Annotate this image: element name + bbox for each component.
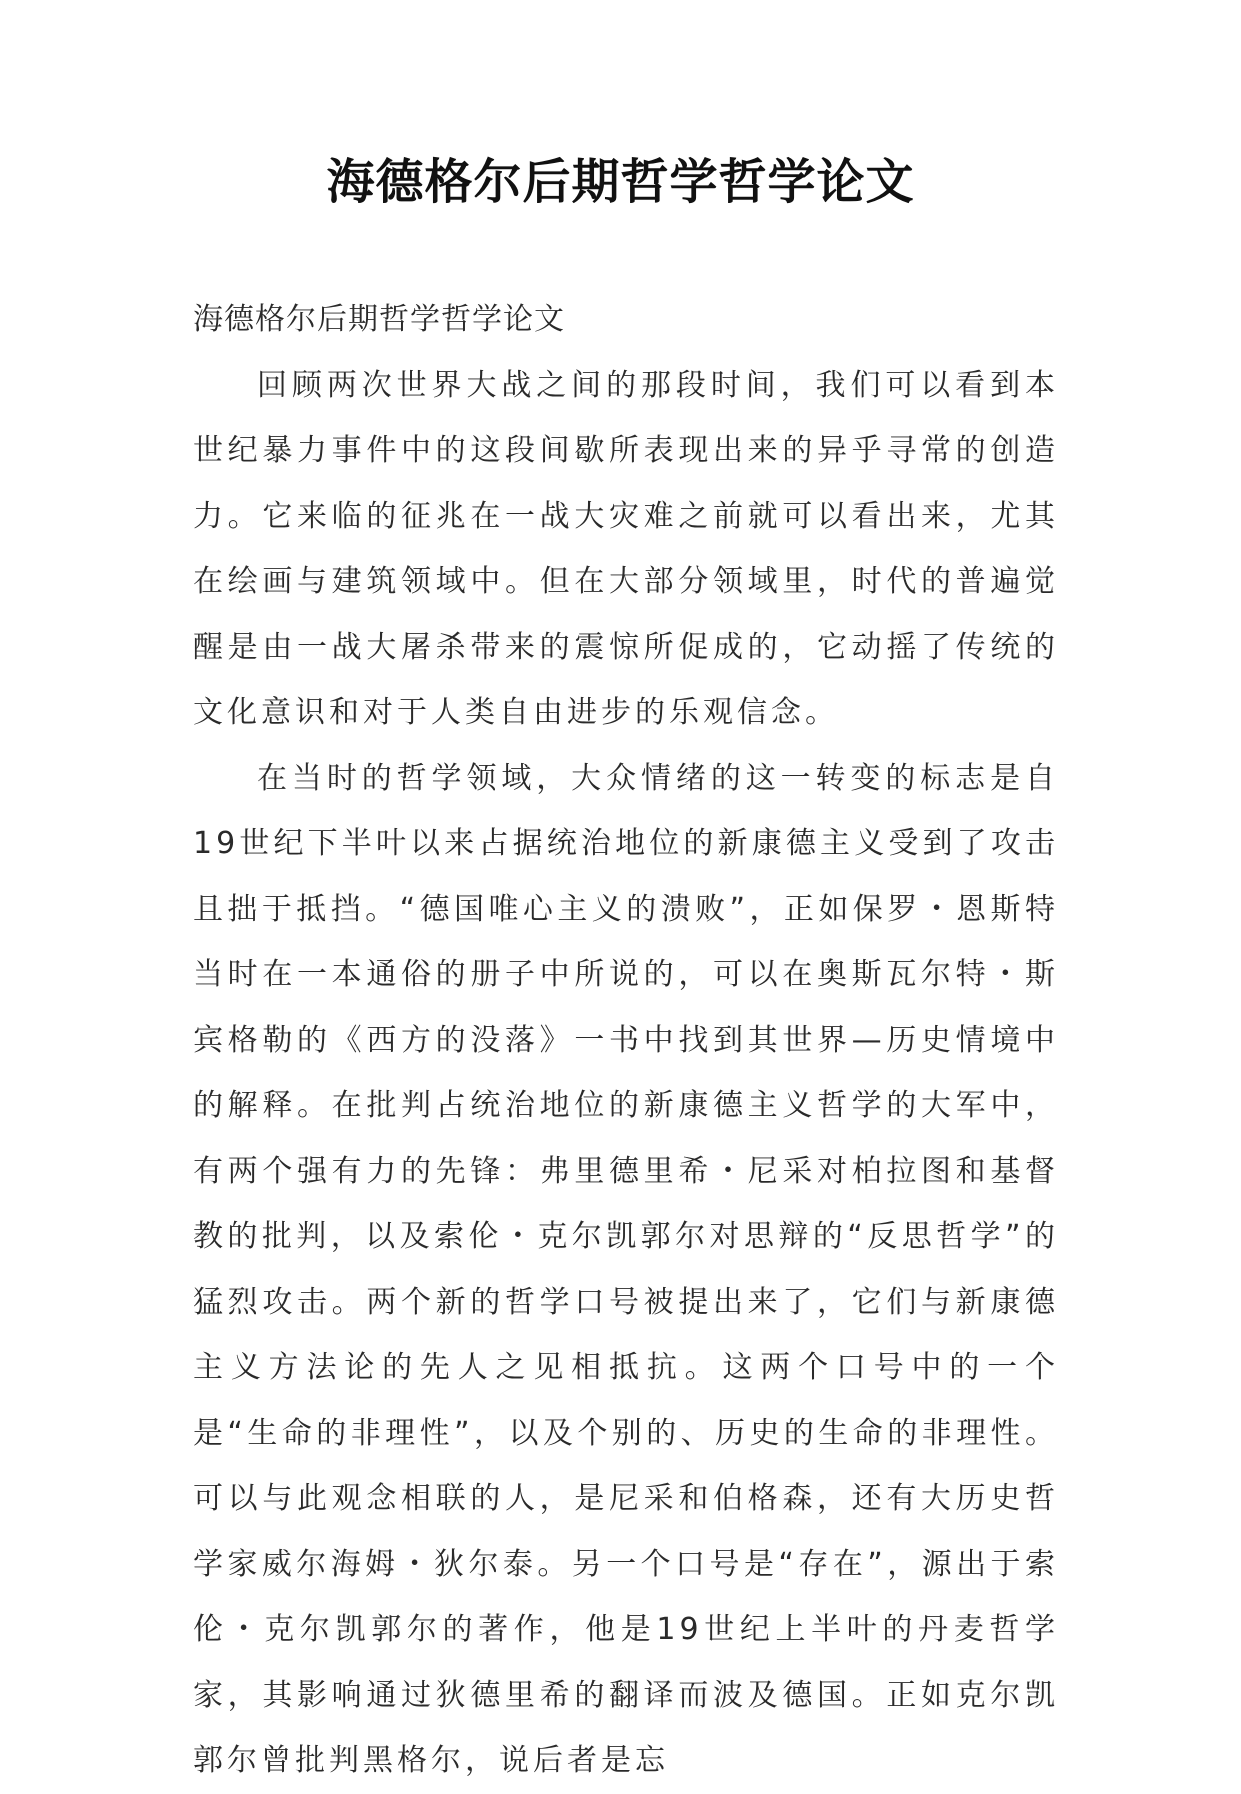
document-title: 海德格尔后期哲学哲学论文 (326, 154, 915, 210)
paragraph-1: 回顾两次世界大战之间的那段时间，我们可以看到本世纪暴力事件中的这段间歇所表现出来的异乎寻常的创造力。它来临的征兆在一战大灾难之前就可以看出来，尤其在绘画与建筑领域中。但在大部分领域里，时代的普遍觉醒是由一战大屠杀带来的震惊所促成的，它动摇了传统的文化意识和对于人类自由进步的乐观信念。 (193, 367, 1059, 730)
document-subtitle: 海德格尔后期哲学哲学论文 (193, 302, 565, 337)
paragraph-2: 在当时的哲学领域，大众情绪的这一转变的标志是自19世纪下半叶以来占据统治地位的新康德主义受到了攻击且拙于抵挡。“德国唯心主义的溃败”，正如保罗・恩斯特当时在一本通俗的册子中所说的，可以在奥斯瓦尔特・斯宾格勒的《西方的没落》一书中找到其世界—历史情境中的解释。在批判占统治地位的新康德主义哲学的大军中，有两个强有力的先锋：弗里德里希・尼采对柏拉图和基督教的批判，以及索伦・克尔凯郭尔对思辩的“反思哲学”的猛烈攻击。两个新的哲学口号被提出来了，它们与新康德主义方法论的先人之见相抵抗。这两个口号中的一个是“生命的非理性”，以及个别的、历史的生命的非理性。可以与此观念相联的人，是尼采和伯格森，还有大历史哲学家威尔海姆・狄尔泰。另一个口号是“存在”，源出于索伦・克尔凯郭尔的著作，他是19世纪上半叶的丹麦哲学家，其影响通过狄德里希的翻译而波及德国。正如克尔凯郭尔曾批判黑格尔，说后者是忘 (193, 760, 1059, 1778)
document-body (193, 287, 1059, 1794)
